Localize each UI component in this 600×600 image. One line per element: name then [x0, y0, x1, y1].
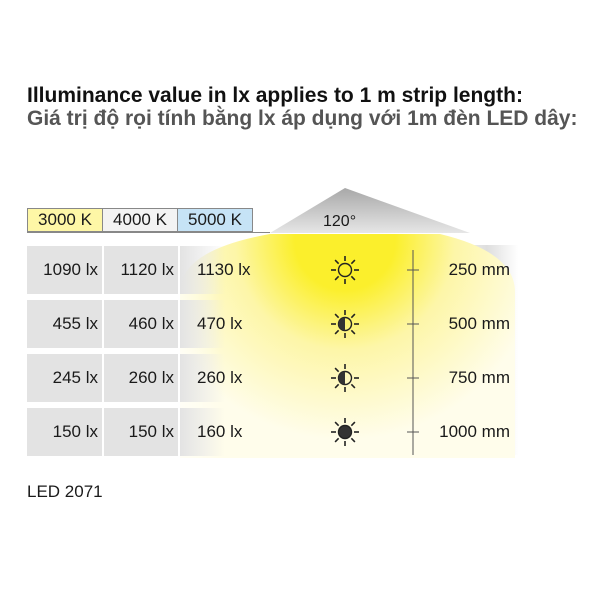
sun-half-icon — [328, 307, 362, 341]
lux-cell: 470 lx — [180, 300, 255, 348]
distance-label: 750 mm — [448, 368, 510, 387]
lux-cell: 455 lx — [27, 300, 102, 348]
beam-angle-label: 120° — [323, 213, 357, 230]
legend-baseline — [27, 232, 270, 233]
lux-cell: 460 lx — [104, 300, 178, 348]
lux-cell: 1130 lx — [180, 246, 255, 294]
distance-label: 250 mm — [448, 260, 510, 279]
lux-cell: 1120 lx — [104, 246, 178, 294]
lux-cell: 260 lx — [104, 354, 178, 402]
distance-label: 500 mm — [448, 314, 510, 333]
temp-3000k: 3000 K — [27, 208, 103, 232]
model-label: LED 2071 — [27, 482, 103, 501]
distance-label: 1000 mm — [439, 422, 510, 441]
sun-dim-icon — [328, 415, 362, 449]
sun-bright-icon — [328, 253, 362, 287]
lux-cell: 260 lx — [180, 354, 255, 402]
lux-cell: 150 lx — [104, 408, 178, 456]
temp-5000k: 5000 K — [177, 208, 253, 232]
lux-cell: 160 lx — [180, 408, 255, 456]
heading-english: Illuminance value in lx applies to 1 m strip length: — [27, 84, 523, 107]
sun-low-icon — [328, 361, 362, 395]
temp-4000k: 4000 K — [102, 208, 178, 232]
lux-cell: 150 lx — [27, 408, 102, 456]
lux-cell: 1090 lx — [27, 246, 102, 294]
lux-cell: 245 lx — [27, 354, 102, 402]
heading-vietnamese: Giá trị độ rọi tính bằng lx áp dụng với 1m đèn LED dây: — [27, 107, 578, 130]
beam-cone — [270, 188, 470, 233]
